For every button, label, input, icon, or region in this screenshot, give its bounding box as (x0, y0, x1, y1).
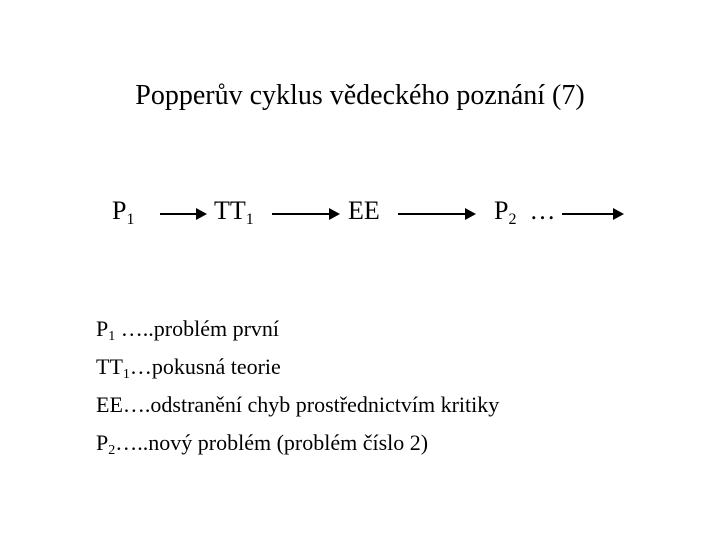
legend-item-tt1-sub: 1 (122, 367, 130, 382)
legend-item-ee-text: ….odstranění chyb prostřednictvím kritiky (122, 392, 500, 417)
legend-item-ee-base: EE (96, 392, 123, 417)
arrow-p2-next (562, 213, 622, 215)
page-title: Popperův cyklus vědeckého poznání (7) (135, 80, 585, 111)
legend-item-tt1-base: TT (96, 354, 123, 379)
node-p2-base: P (494, 196, 509, 225)
legend-item-p1-base: P (96, 316, 109, 341)
legend-item-tt1 (96, 352, 499, 390)
node-p1 (112, 196, 134, 229)
node-p1-base: P (112, 196, 127, 225)
node-p2-sub: 2 (508, 211, 517, 228)
legend-item-p1-text: …..problém první (115, 316, 280, 341)
legend-item-p2-sub: 2 (108, 443, 116, 458)
legend-item-p1-sub: 1 (108, 329, 116, 344)
node-tt1-sub: 1 (245, 211, 254, 228)
legend-item-p2-text: …..nový problém (problém číslo 2) (115, 430, 429, 455)
legend-item-p2 (96, 428, 499, 466)
legend-item-ee (96, 390, 499, 428)
node-p1-sub: 1 (126, 211, 135, 228)
node-tt1-base: TT (214, 196, 246, 225)
node-ee (348, 196, 380, 229)
legend-item-p2-base: P (96, 430, 109, 455)
arrow-tt1-ee (272, 213, 338, 215)
node-p2-suffix: … (516, 196, 556, 225)
node-p2 (494, 196, 555, 229)
node-ee-base: EE (348, 196, 380, 225)
legend-item-p1 (96, 314, 499, 352)
legend (96, 314, 499, 466)
legend-item-tt1-text: …pokusná teorie (129, 354, 281, 379)
arrow-p1-tt1 (160, 213, 205, 215)
node-tt1 (214, 196, 254, 229)
arrow-ee-p2 (398, 213, 474, 215)
